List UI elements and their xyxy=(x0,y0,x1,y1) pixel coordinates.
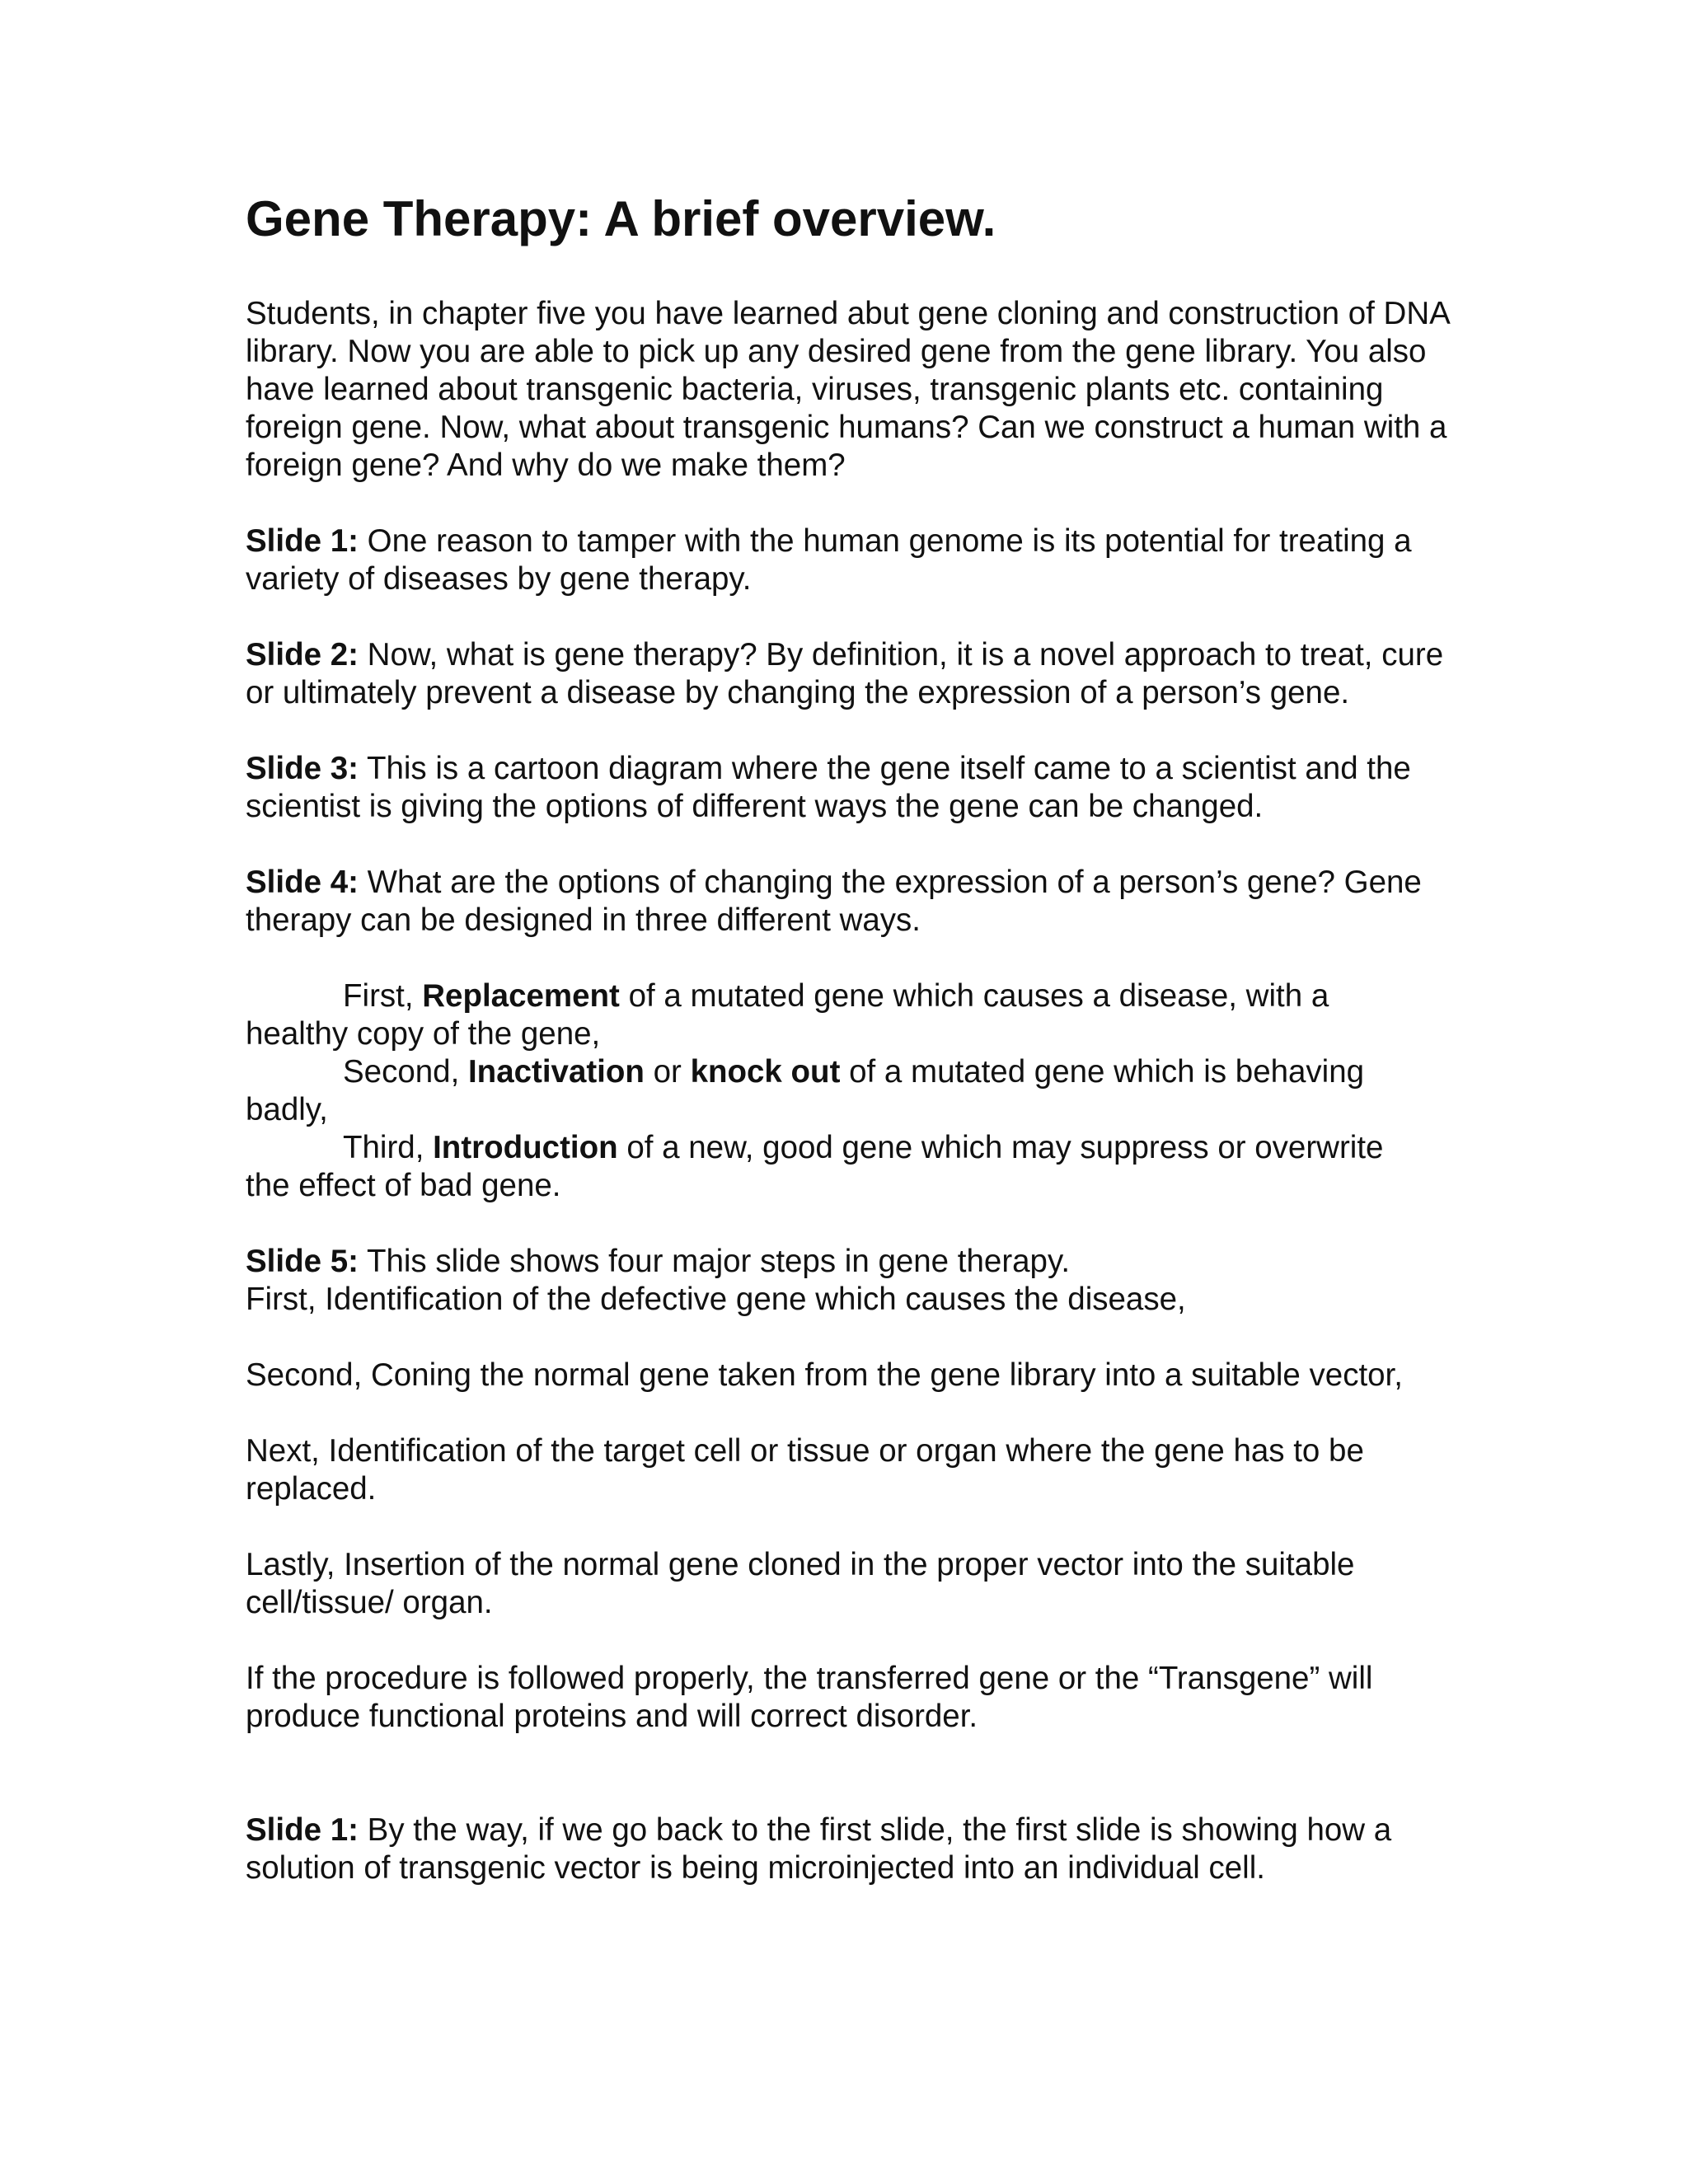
option-second-keyword-2: knock out xyxy=(690,1054,841,1090)
slide-2-label: Slide 2: xyxy=(246,637,359,673)
slide-1-again-text: By the way, if we go back to the first slide, the first slide is showing how a solution of transgenic vector is being microinjected into an individual cell. xyxy=(246,1812,1392,1886)
option-first-continuation: healthy copy of the gene, xyxy=(246,1016,601,1052)
slide-2-paragraph xyxy=(246,636,1449,712)
slide-5-text: This slide shows four major steps in gene therapy. xyxy=(358,1244,1071,1279)
slide-5-first-line xyxy=(246,1243,1449,1281)
slide-4-text: What are the options of changing the expression of a person’s gene? Gene therapy can be designed in three different ways. xyxy=(246,865,1422,938)
slide-3-text: This is a cartoon diagram where the gene itself came to a scientist and the scientist is giving the options of different ways the gene can be changed. xyxy=(246,751,1411,824)
option-first-prefix: First, xyxy=(343,978,423,1014)
step-second: Second, Coning the normal gene taken from the gene library into a suitable vector, xyxy=(246,1357,1403,1393)
option-third-prefix: Third, xyxy=(343,1130,434,1165)
slide-5-paragraph xyxy=(246,1243,1449,1319)
slide-1-label: Slide 1: xyxy=(246,523,359,559)
slide-4-paragraph xyxy=(246,864,1449,940)
slide-4-label: Slide 4: xyxy=(246,865,359,900)
slide-1-again-label: Slide 1: xyxy=(246,1812,359,1848)
slide-3-paragraph xyxy=(246,750,1449,826)
option-third-keyword: Introduction xyxy=(433,1130,618,1165)
slide-2-text: Now, what is gene therapy? By definition, it is a novel approach to treat, cure or ultimately prevent a disease by changing the expression of a person’s gene. xyxy=(246,637,1444,710)
options-list xyxy=(246,977,1449,1205)
option-second-keyword-1: Inactivation xyxy=(467,1054,645,1090)
conclusion-paragraph: If the procedure is followed properly, the transferred gene or the “Transgene” will produce functional proteins and will correct disorder. xyxy=(246,1661,1373,1734)
step-first: First, Identification of the defective gene which causes the disease, xyxy=(246,1282,1186,1317)
document-body xyxy=(246,190,1449,1925)
option-third-line xyxy=(246,1129,1449,1167)
option-first-keyword: Replacement xyxy=(422,978,620,1014)
step-next: Next, Identification of the target cell or tissue or organ where the gene has to be replaced. xyxy=(246,1433,1364,1507)
slide-1-text: One reason to tamper with the human genome is its potential for treating a variety of diseases by gene therapy. xyxy=(246,523,1412,597)
option-first-suffix: of a mutated gene which causes a disease, with a xyxy=(619,978,1329,1014)
slide-1-again-paragraph xyxy=(246,1811,1449,1887)
slide-5-label: Slide 5: xyxy=(246,1244,359,1279)
intro-paragraph: Students, in chapter five you have learned abut gene cloning and construction of DNA library. Now you are able to pick up any desired gene from the gene library. You also have learned about transgenic bacteria, viruses, transgenic plants etc. containing foreign gene. Now, what about transgenic humans? Can we construct a human with a foreign gene? And why do we make them? xyxy=(246,296,1449,483)
option-third-suffix: of a new, good gene which may suppress or overwrite xyxy=(617,1130,1384,1165)
option-second-line xyxy=(246,1053,1449,1091)
option-second-middle: or xyxy=(644,1054,691,1090)
slide-1-paragraph xyxy=(246,523,1449,598)
slide-3-label: Slide 3: xyxy=(246,751,359,786)
document-title: Gene Therapy: A brief overview. xyxy=(246,191,996,246)
option-second-continuation: badly, xyxy=(246,1092,328,1127)
option-first-line xyxy=(246,977,1449,1015)
option-second-prefix: Second, xyxy=(343,1054,468,1090)
option-second-suffix: of a mutated gene which is behaving xyxy=(840,1054,1365,1090)
option-third-continuation: the effect of bad gene. xyxy=(246,1168,561,1203)
step-lastly: Lastly, Insertion of the normal gene cloned in the proper vector into the suitable cell/tissue/ organ. xyxy=(246,1547,1355,1620)
